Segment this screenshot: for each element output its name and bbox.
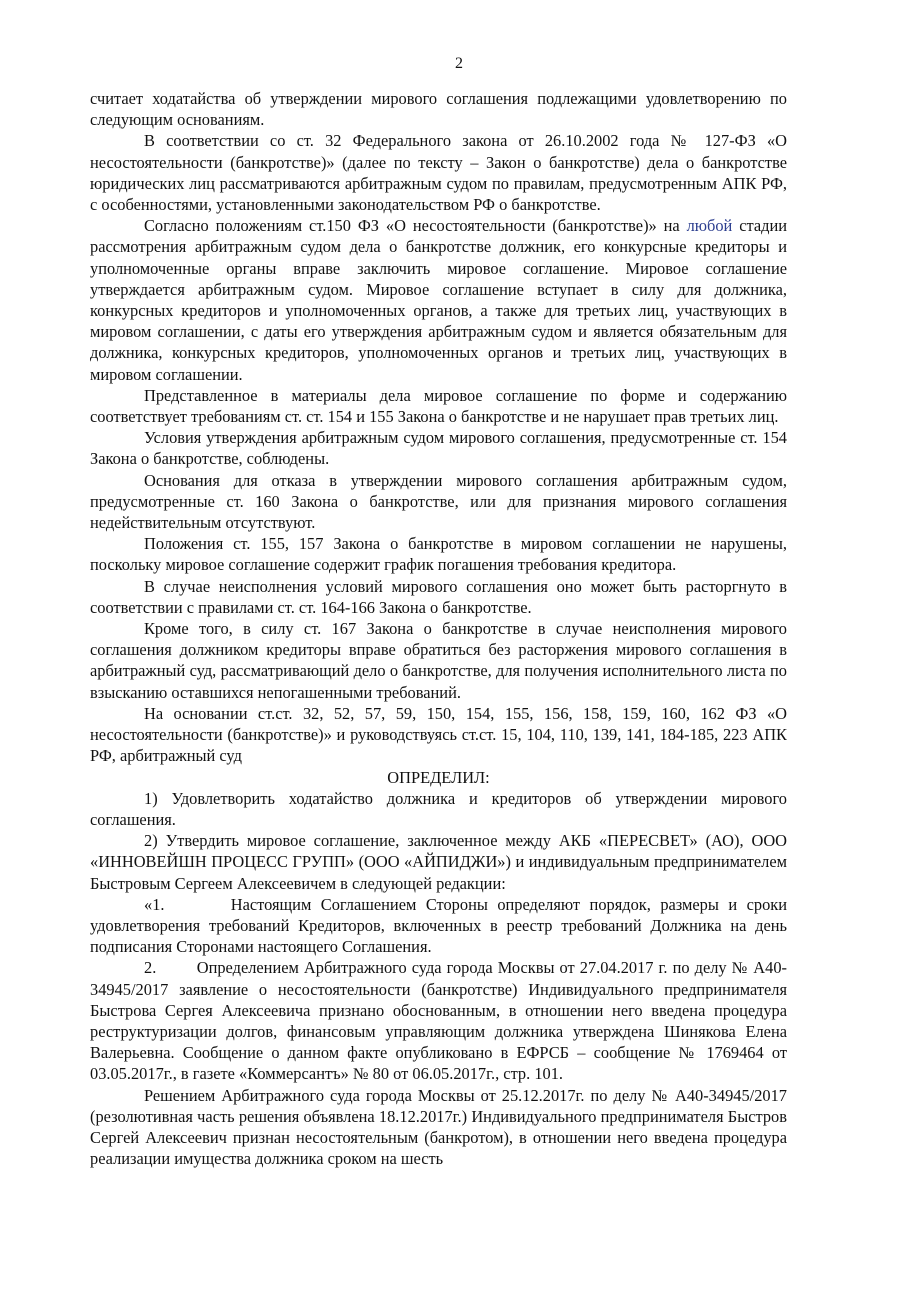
page-number: 2 bbox=[455, 55, 463, 72]
paragraph-article-32: В соответствии со ст. 32 Федерального закона от 26.10.2002 года № 127-ФЗ «О несостоятельности (банкротстве)» (далее по тексту – Закон о банкротстве) дела о банкротстве юридических лиц рассматриваются арбитражным судом по правилам, предусмотренным АПК РФ, с особенностями, установленными законодательством РФ о банкротстве. bbox=[90, 131, 787, 215]
paragraph-article-150 bbox=[90, 215, 787, 385]
paragraph-article-167: Кроме того, в силу ст. 167 Закона о банкротстве в случае неисполнения мирового соглашения должником кредиторы вправе обратиться без расторжения мирового соглашения в арбитражный суд, рассматривающий дело о банкротстве, для получения исполнительного листа по взысканию оставшихся непогашенными требований. bbox=[90, 619, 787, 702]
ruling-item-2: 2) Утвердить мировое соглашение, заключенное между АКБ «ПЕРЕСВЕТ» (АО), ООО «ИННОВЕЙШН ПРОЦЕСС ГРУПП» (ООО «АЙПИДЖИ») и индивидуальным предпринимателем Быстровым Сергеем Алексеевичем в следующей редакции: bbox=[90, 831, 787, 893]
paragraph-compliance: Представленное в материалы дела мировое соглашение по форме и содержанию соответствует требованиям ст. ст. 154 и 155 Закона о банкротстве и не нарушает прав третьих лиц. bbox=[90, 385, 787, 427]
ruling-item-1: 1) Удовлетворить ходатайство должника и кредиторов об утверждении мирового соглашения. bbox=[90, 788, 787, 829]
paragraph-grounds-intro: считает ходатайства об утверждении мирового соглашения подлежащими удовлетворению по следующим основаниям. bbox=[90, 89, 787, 130]
paragraph-refusal-grounds: Основания для отказа в утверждении мирового соглашения арбитражным судом, предусмотренные ст. 160 Закона о банкротстве, или для признания мирового соглашения недействительным отсутствуют. bbox=[90, 470, 787, 533]
paragraph-conditions: Условия утверждения арбитражным судом мирового соглашения, предусмотренные ст. 154 Закона о банкротстве, соблюдены. bbox=[90, 428, 787, 469]
paragraph-termination: В случае неисполнения условий мирового соглашения оно может быть расторгнуто в соответствии с правилами ст. ст. 164-166 Закона о банкротстве. bbox=[90, 576, 787, 617]
document-body bbox=[90, 88, 787, 1169]
paragraph-article-150-start: Согласно положениям ст.150 ФЗ «О несостоятельности (банкротстве)» на bbox=[144, 216, 687, 236]
ruling-heading: ОПРЕДЕЛИЛ: bbox=[387, 767, 490, 787]
paragraph-legal-basis: На основании ст.ст. 32, 52, 57, 59, 150, 154, 155, 156, 158, 159, 160, 162 ФЗ «О несостоятельности (банкротстве)» и руководствуясь ст.ст. 15, 104, 110, 139, 141, 184-185, 223 АПК РФ, арбитражный суд bbox=[90, 703, 787, 766]
paragraph-articles-155-157: Положения ст. 155, 157 Закона о банкротстве в мировом соглашении не нарушены, поскольку мировое соглашение содержит график погашения требования кредитора. bbox=[90, 534, 787, 575]
agreement-clause-2-continued: Решением Арбитражного суда города Москвы от 25.12.2017г. по делу № А40-34945/2017 (резолютивная часть решения объявлена 18.12.2017г.) Индивидуального предпринимателя Быстров Сергей Алексеевич признан несостоятельным (банкротом), в отношении него введена процедура реализации имущества должника сроком на шесть bbox=[90, 1085, 787, 1169]
agreement-clause-2: 2. Определением Арбитражного суда города Москвы от 27.04.2017 г. по делу № А40-34945/2017 заявление о несостоятельности (банкротстве) Индивидуального предпринимателя Быстрова Сергея Алексеевича признано обоснованным, в отношении него введена процедура реструктуризации долгов, финансовым управляющим должника утверждена Шинякова Елена Валерьевна. Сообщение о данном факте опубликовано в ЕФРСБ – сообщение № 1769464 от 03.05.2017г., в газете «Коммерсантъ» № 80 от 06.05.2017г., стр. 101. bbox=[90, 958, 787, 1084]
paragraph-article-150-rest: стадии рассмотрения арбитражным судом дела о банкротстве должник, его конкурсные кредиторы и уполномоченные органы вправе заключить мировое соглашение. Мировое соглашение утверждается арбитражным судом. Мировое соглашение вступает в силу для должника, конкурсных кредиторов и уполномоченных органов, а также для третьих лиц, участвующих в мировом соглашении, с даты его утверждения арбитражным судом и является обязательным для должника, конкурсных кредиторов, уполномоченных органов и третьих лиц, участвующих в мировом соглашении. bbox=[90, 216, 787, 384]
agreement-clause-1: «1. Настоящим Соглашением Стороны определяют порядок, размеры и сроки удовлетворения требований Кредиторов, включенных в реестр требований Должника на день подписания Сторонами настоящего Соглашения. bbox=[90, 894, 787, 957]
link-any-stage[interactable]: любой bbox=[686, 216, 733, 236]
